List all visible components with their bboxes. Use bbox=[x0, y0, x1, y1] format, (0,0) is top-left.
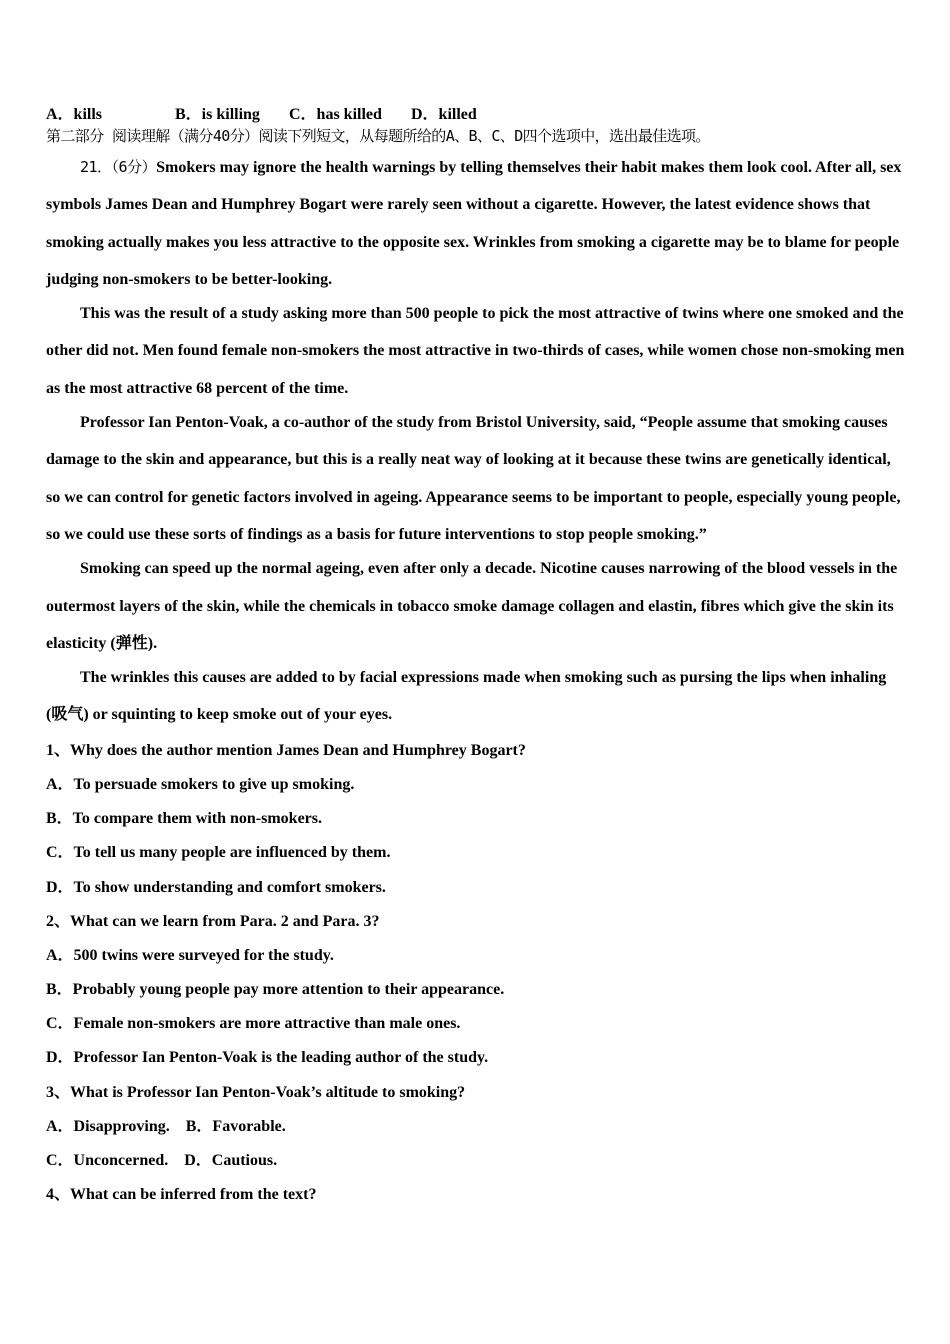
passage-paragraph-2: This was the result of a study asking more than 500 people to pick the most attractive of twins where one smoked and the other did not. Men found female non-smokers the most attractive in two-thirds of cases, while women chose non-smoking men as the most attractive 68 percent of the time. bbox=[46, 305, 905, 397]
question-2-stem: 2、What can we learn from Para. 2 and Para. 3? bbox=[46, 912, 380, 930]
passage-paragraph-4: Smoking can speed up the normal ageing, even after only a decade. Nicotine causes narrowing of the blood vessels in the outermost layers of the skin, while the chemicals in tobacco smoke damage collagen and elastin, fibres which give the skin its elasticity (弹性). bbox=[46, 560, 898, 652]
question-1-option-a: A．To persuade smokers to give up smoking. bbox=[46, 775, 355, 793]
document-page bbox=[46, 100, 908, 1212]
question-3-options-row-2 bbox=[46, 1144, 908, 1178]
question-2-option-c: C．Female non-smokers are more attractive than male ones. bbox=[46, 1015, 461, 1033]
question-list bbox=[46, 734, 908, 1213]
question-2-option-d: D．Professor Ian Penton-Voak is the leading author of the study. bbox=[46, 1049, 489, 1067]
previous-question-options bbox=[46, 100, 908, 124]
question-3-option-c: C．Unconcerned. bbox=[46, 1152, 169, 1169]
passage-paragraph-5: The wrinkles this causes are added to by facial expressions made when smoking such as pursing the lips when inhaling (吸气) or squinting to keep smoke out of your eyes. bbox=[46, 669, 887, 724]
question-1-option-d: D．To show understanding and comfort smokers. bbox=[46, 878, 386, 896]
question-number: 21．（6分） bbox=[80, 158, 157, 176]
passage-paragraph-1 bbox=[46, 149, 908, 298]
option-c: C．has killed bbox=[289, 105, 382, 123]
option-a: A．kills bbox=[46, 105, 103, 123]
question-3-options-row-1 bbox=[46, 1110, 908, 1144]
reading-passage bbox=[46, 149, 908, 734]
section-heading: 第二部分 阅读理解（满分40分）阅读下列短文，从每题所给的A、B、C、D四个选项中，选出最佳选项。 bbox=[46, 127, 710, 145]
question-3-option-b: B．Favorable. bbox=[185, 1117, 286, 1135]
question-1-option-c: C．To tell us many people are influenced by them. bbox=[46, 844, 391, 862]
question-3-option-d: D．Cautious. bbox=[184, 1152, 278, 1169]
question-2-option-a: A．500 twins were surveyed for the study. bbox=[46, 946, 334, 964]
question-3-stem: 3、What is Professor Ian Penton-Voak’s altitude to smoking? bbox=[46, 1083, 466, 1101]
question-2-option-b: B．Probably young people pay more attention to their appearance. bbox=[46, 981, 505, 999]
question-1-option-b: B．To compare them with non-smokers. bbox=[46, 810, 323, 828]
paragraph-text: Smokers may ignore the health warnings by telling themselves their habit makes them look cool. After all, sex symbols James Dean and Humphrey Bogart were rarely seen without a cigarette. However, the latest evidence shows that smoking actually makes you less attractive to the opposite sex. Wrinkles from smoking a cigarette may be to blame for people judging non-smokers to be better-looking. bbox=[46, 159, 902, 288]
question-3-option-a: A．Disapproving. bbox=[46, 1117, 170, 1135]
option-d: D．killed bbox=[411, 105, 477, 123]
option-b: B．is killing bbox=[175, 105, 260, 123]
question-1-stem: 1、Why does the author mention James Dean and Humphrey Bogart? bbox=[46, 741, 526, 759]
question-4-stem: 4、What can be inferred from the text? bbox=[46, 1186, 317, 1204]
passage-paragraph-3: Professor Ian Penton-Voak, a co-author of the study from Bristol University, said, “People assume that smoking causes damage to the skin and appearance, but this is a really neat way of looking at it because these twins are genetically identical, so we can control for genetic factors involved in ageing. Appearance seems to be important to people, especially young people, so we could use these sorts of findings as a basis for future interventions to stop people smoking.” bbox=[46, 414, 901, 543]
